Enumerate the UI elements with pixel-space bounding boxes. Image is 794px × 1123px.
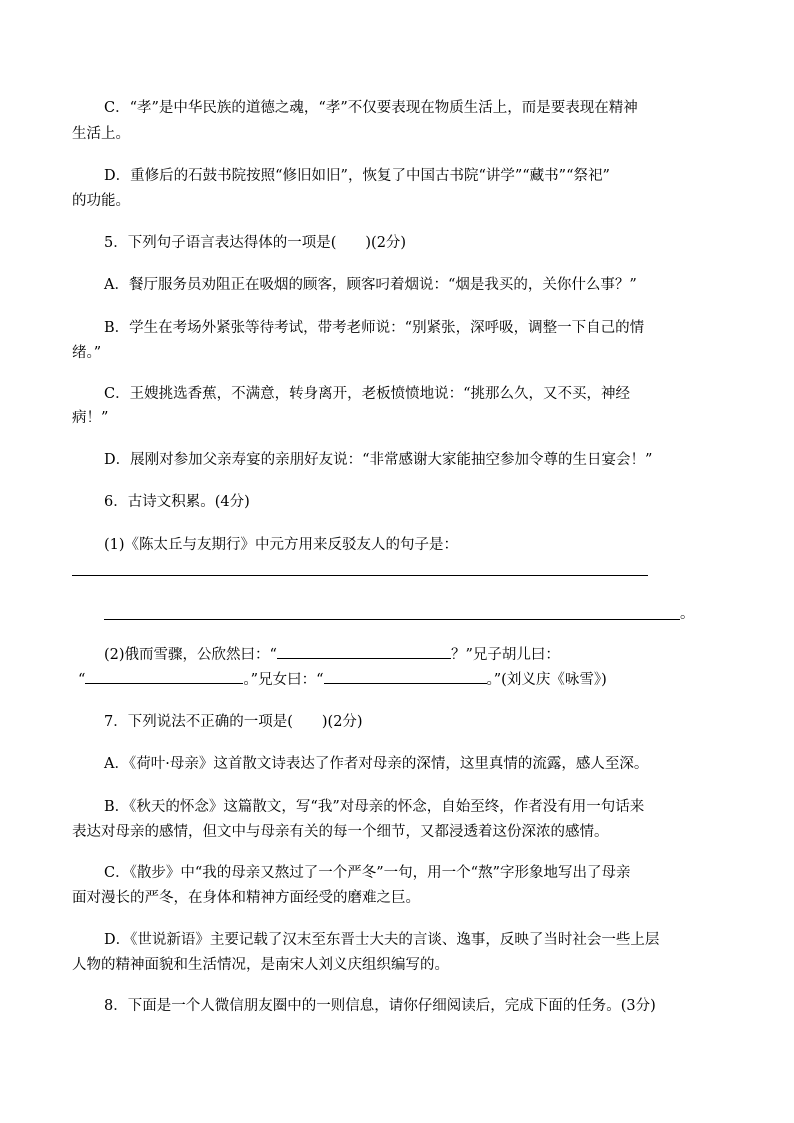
q6-blank-1 — [277, 644, 451, 659]
q6-blank-2 — [85, 669, 243, 684]
q6-part1-prompt: (1)《陈太丘与友期行》中元方用来反驳友人的句子是： — [104, 537, 459, 553]
q4-option-c-line2: 生活上。 — [72, 126, 130, 142]
q6-part2-text-d: 。”兄女曰：“ — [243, 672, 324, 688]
q6-part2-text-a: (2)俄而雪骤，公欣然曰：“ — [104, 647, 277, 663]
q5-option-a: A．餐厅服务员劝阻正在吸烟的顾客，顾客叼着烟说：“烟是我买的，关你什么事？” — [104, 277, 637, 293]
q5-option-c-line1: C．王嫂挑选香蕉，不满意，转身离开，老板愤愤地说：“挑那么久，又不买，神经 — [104, 386, 631, 402]
q7-option-c-line1: C．《散步》中“我的母亲又熬过了一个严冬”一句，用一个“熬”字形象地写出了母亲 — [104, 865, 631, 881]
q8-stem: 8．下面是一个人微信朋友圈中的一则信息，请你仔细阅读后，完成下面的任务。(3分) — [104, 998, 656, 1014]
q6-part2-text-b: ？”兄子胡儿曰： — [450, 647, 560, 663]
q6-part2-line2 — [78, 669, 607, 690]
q6-part1-end: 。 — [680, 606, 695, 622]
q6-part2-text-c: “ — [78, 672, 86, 688]
q6-part2-text-e: 。”(刘义庆《咏雪》) — [486, 672, 607, 688]
q6-answer-line-1 — [72, 575, 648, 576]
q7-stem: 7．下列说法不正确的一项是( )(2分) — [104, 714, 363, 730]
q7-option-d-line2: 人物的精神面貌和生活情况，是南宋人刘义庆组织编写的。 — [72, 957, 449, 973]
q4-option-d-line2: 的功能。 — [72, 193, 130, 209]
q7-option-d-line1: D．《世说新语》主要记载了汉末至东晋士大夫的言谈、逸事，反映了当时社会一些上层 — [104, 932, 660, 948]
q6-blank-3 — [324, 669, 487, 684]
q7-option-b-line2: 表达对母亲的感情，但文中与母亲有关的每一个细节，又都浸透着这份深浓的感情。 — [72, 824, 609, 840]
q5-stem: 5．下列句子语言表达得体的一项是( )(2分) — [104, 235, 407, 251]
q7-option-a: A．《荷叶·母亲》这首散文诗表达了作者对母亲的深情，这里真情的流露，感人至深。 — [104, 756, 649, 772]
q5-option-b-line1: B．学生在考场外紧张等待考试，带考老师说：“别紧张，深呼吸，调整一下自己的情 — [104, 320, 645, 336]
q5-option-c-line2: 病！” — [72, 410, 109, 426]
q4-option-d-line1: D．重修后的石鼓书院按照“修旧如旧”，恢复了中国古书院“讲学”“藏书”“祭祀” — [104, 168, 610, 184]
q6-stem: 6．古诗文积累。(4分) — [104, 494, 250, 510]
q7-option-c-line2: 面对漫长的严冬，在身体和精神方面经受的磨难之巨。 — [72, 890, 420, 906]
q5-option-b-line2: 绪。” — [72, 345, 102, 361]
q6-part2-line1 — [104, 644, 560, 665]
q7-option-b-line1: B．《秋天的怀念》这篇散文，写“我”对母亲的怀念，自始至终，作者没有用一句话来 — [104, 799, 645, 815]
q5-option-d: D．展刚对参加父亲寿宴的亲朋好友说：“非常感谢大家能抽空参加令尊的生日宴会！” — [104, 452, 653, 468]
q6-answer-line-2 — [104, 619, 680, 620]
q4-option-c-line1: C．“孝”是中华民族的道德之魂，“孝”不仅要表现在物质生活上，而是要表现在精神 — [104, 100, 638, 116]
